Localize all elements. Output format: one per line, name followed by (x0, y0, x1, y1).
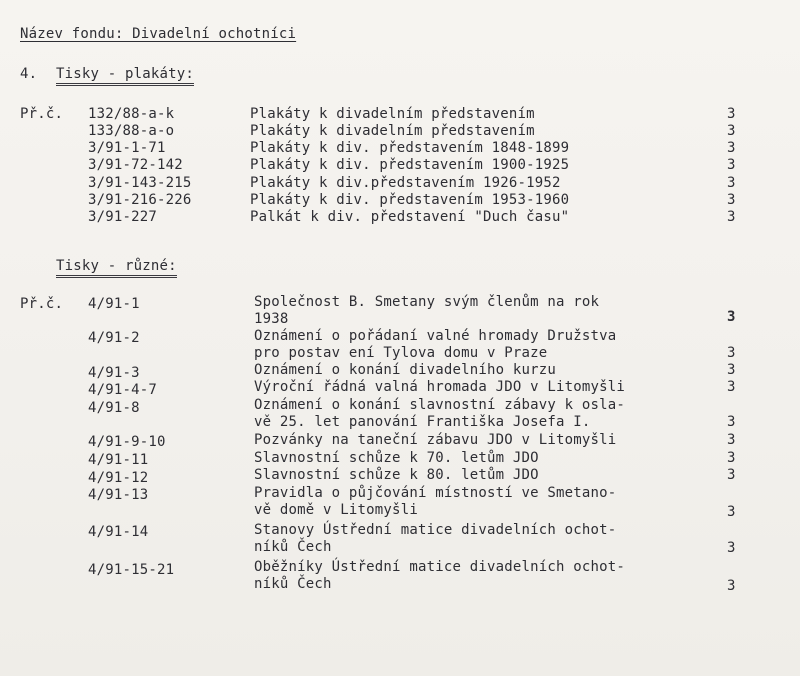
page-count: 3 (727, 540, 736, 556)
page-count: 3 (727, 450, 736, 466)
description-line-1: Oběžníky Ústřední matice divadelních ochot- (254, 559, 626, 575)
page-count: 3 (727, 106, 736, 122)
page-count: 3 (727, 362, 736, 378)
signature: 4/91-14 (88, 524, 149, 540)
page-count: 3 (727, 379, 736, 395)
description: Plakáty k divadelním představením (250, 123, 535, 139)
signature: 3/91-1-71 (88, 140, 166, 156)
description: Plakáty k div. představením 1900-1925 (250, 157, 570, 173)
description: Slavnostní schůze k 70. letům JDO (254, 450, 539, 466)
description: Plakáty k div.představením 1926-1952 (250, 175, 561, 191)
description-line-1: Pravidla o půjčování místností ve Smetano- (254, 485, 617, 501)
page-count: 3 (727, 578, 736, 594)
description: Slavnostní schůze k 80. letům JDO (254, 467, 539, 483)
page-count: 3 (727, 414, 736, 430)
signature: 4/91-13 (88, 487, 149, 503)
signature: 3/91-227 (88, 209, 158, 225)
signature: 3/91-143-215 (88, 175, 192, 191)
signature: 4/91-2 (88, 330, 140, 346)
signature: 3/91-216-226 (88, 192, 192, 208)
page-count: 3 (727, 432, 736, 448)
page-count: 3 (727, 504, 736, 520)
description-line-1: Společnost B. Smetany svým členům na rok (254, 294, 600, 310)
signature: 4/91-11 (88, 452, 149, 468)
section-number: 4. (20, 66, 38, 82)
signature: 3/91-72-142 (88, 157, 183, 173)
description-line-2: 1938 (254, 311, 289, 327)
signature: 4/91-15-21 (88, 562, 175, 578)
section-title-plakaty: Tisky - plakáty: (56, 66, 194, 86)
description-line-1: Stanovy Ústřední matice divadelních ochot- (254, 522, 617, 538)
fond-title: Název fondu: Divadelní ochotníci (20, 26, 297, 42)
page-count: 3 (727, 140, 736, 156)
description-line-1: Oznámení o konání slavnostní zábavy k osla- (254, 397, 626, 413)
description-line-2: pro postav ení Tylova domu v Praze (254, 345, 548, 361)
signature: 4/91-1 (88, 296, 140, 312)
signature: 4/91-9-10 (88, 434, 166, 450)
signature: 4/91-8 (88, 400, 140, 416)
description: Oznámení o konání divadelního kurzu (254, 362, 557, 378)
page-count: 3 (727, 123, 736, 139)
prefix-ruzne: Př.č. (20, 296, 64, 312)
signature: 133/88-a-o (88, 123, 175, 139)
section-title-ruzne: Tisky - různé: (56, 258, 177, 278)
signature: 4/91-12 (88, 470, 149, 486)
description: Plakáty k div. představením 1953-1960 (250, 192, 570, 208)
page-count: 3 (727, 467, 736, 483)
description: Pozvánky na taneční zábavu JDO v Litomyšli (254, 432, 617, 448)
page-count: 3 (727, 209, 736, 225)
prefix-plakaty: Př.č. (20, 106, 64, 122)
description: Plakáty k div. představením 1848-1899 (250, 140, 570, 156)
description-line-2: vě domě v Litomyšli (254, 502, 418, 518)
page-count: 3 (727, 345, 736, 361)
page-count: 3 (727, 175, 736, 191)
description-line-1: Oznámení o pořádaní valné hromady Družstva (254, 328, 617, 344)
signature: 4/91-3 (88, 365, 140, 381)
description: Plakáty k divadelním představením (250, 106, 535, 122)
page-count: 3 (727, 309, 736, 325)
signature: 4/91-4-7 (88, 382, 158, 398)
description: Palkát k div. představení "Duch času" (250, 209, 570, 225)
description-line-2: vě 25. let panování Františka Josefa I. (254, 414, 591, 430)
description-line-2: níků Čech (254, 576, 332, 592)
page-count: 3 (727, 192, 736, 208)
page-count: 3 (727, 157, 736, 173)
description: Výroční řádná valná hromada JDO v Litomyšli (254, 379, 626, 395)
signature: 132/88-a-k (88, 106, 175, 122)
description-line-2: níků Čech (254, 539, 332, 555)
